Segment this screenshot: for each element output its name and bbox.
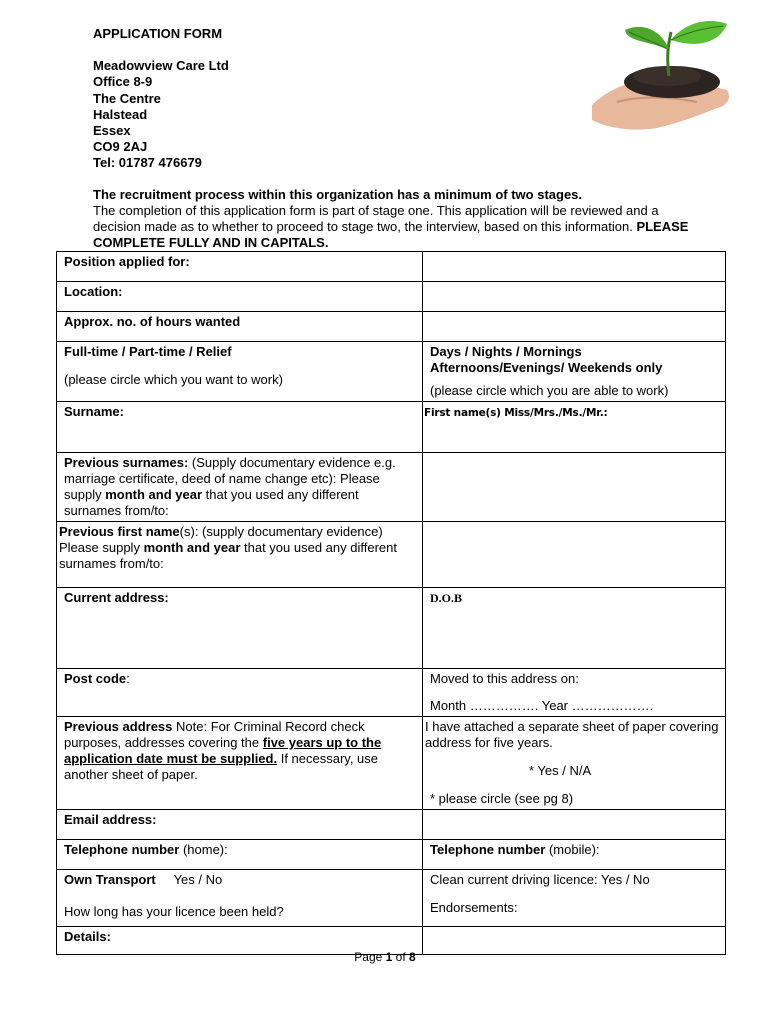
fulltime-note: (please circle which you want to work) [64, 372, 283, 387]
position-label: Position applied for: [57, 252, 423, 282]
address-line-4: Essex [93, 123, 131, 139]
previous-address-emphasis: five years up to the application date must be supplied. [64, 735, 382, 766]
address-line-2: The Centre [93, 90, 161, 106]
page-footer [0, 950, 770, 964]
transport-cell[interactable] [57, 870, 423, 927]
intro-emphasis: PLEASE COMPLETE FULLY AND IN CAPITALS. [93, 219, 689, 250]
tel-home-cell[interactable] [57, 840, 423, 870]
tel-home-suffix: (home): [182, 842, 228, 857]
current-address-label: Current address: [64, 590, 169, 605]
days-cell[interactable] [423, 342, 726, 402]
previous-surnames-field[interactable] [423, 453, 726, 522]
transport-options: Yes / No [173, 872, 223, 887]
intro-bold-line: The recruitment process within this organization has a minimum of two stages. [93, 187, 583, 202]
dob-label: D.O.B [430, 591, 463, 605]
firstname-label: First name(s) Miss/Mrs./Ms./Mr.: [424, 407, 608, 419]
page-number: 1 [385, 950, 393, 964]
previous-address-cell[interactable] [57, 717, 423, 810]
current-address-cell[interactable] [57, 588, 423, 669]
location-label: Location: [57, 282, 423, 312]
previous-surnames-text-2: that you used any different surnames from/to: [64, 487, 359, 518]
details-label: Details: [57, 927, 423, 955]
dob-cell[interactable] [423, 588, 726, 669]
form-title: APPLICATION FORM [93, 26, 223, 41]
address-line-1: Office 8-9 [93, 74, 153, 90]
days-options-line-2: Afternoons/Evenings/ Weekends only [430, 360, 663, 375]
licence-cell[interactable] [423, 870, 726, 927]
fulltime-options: Full-time / Part-time / Relief [64, 344, 232, 359]
previous-address-label: Previous address [64, 719, 173, 734]
previous-address-text-1: Note: For Criminal Record check purposes, addresses covering the [64, 719, 365, 750]
moved-label: Moved to this address on: [430, 671, 579, 686]
licence-options: Clean current driving licence: Yes / No [430, 872, 650, 887]
yes-na-options: * Yes / N/A [529, 763, 592, 778]
postcode-cell[interactable] [57, 669, 423, 717]
previous-surnames-bold: month and year [105, 487, 202, 502]
days-options-line-1: Days / Nights / Mornings [430, 344, 582, 359]
address-line-5: CO9 2AJ [93, 139, 148, 155]
endorsements-label: Endorsements: [430, 900, 518, 915]
page-of: of [392, 950, 410, 964]
transport-label: Own Transport [64, 872, 156, 887]
licence-held-label: How long has your licence been held? [64, 904, 284, 919]
application-form-table [56, 251, 726, 955]
postcode-colon: : [126, 671, 130, 686]
company-telephone: Tel: 01787 476679 [93, 155, 202, 171]
previous-address-text-2: If necessary, use another sheet of paper. [64, 751, 379, 782]
tel-mobile-suffix: (mobile): [548, 842, 600, 857]
tel-home-label: Telephone number [64, 842, 180, 857]
previous-firstnames-text-1: (s): (supply documentary evidence) [179, 524, 383, 539]
hours-field[interactable] [423, 312, 726, 342]
position-field[interactable] [423, 252, 726, 282]
location-field[interactable] [423, 282, 726, 312]
previous-surnames-cell[interactable] [57, 453, 423, 522]
page-prefix: Page [354, 950, 386, 964]
previous-surnames-text-1: (Supply documentary evidence e.g. marriage certificate, deed of name change etc): Please supply [64, 455, 396, 502]
previous-firstnames-field[interactable] [423, 522, 726, 588]
company-name: Meadowview Care Ltd [93, 58, 229, 74]
header-block [93, 26, 229, 172]
month-year-line: Month ……………. Year ………………. [430, 698, 654, 713]
previous-surnames-label: Previous surnames: [64, 455, 189, 470]
tel-mobile-cell[interactable] [423, 840, 726, 870]
previous-firstnames-label: Previous first name [59, 524, 180, 539]
days-note: (please circle which you are able to work) [430, 383, 669, 398]
tel-mobile-label: Telephone number [430, 842, 546, 857]
previous-firstnames-text-2: Please supply [59, 540, 140, 555]
email-label: Email address: [57, 810, 423, 840]
previous-firstnames-text-3: that you used any different surnames from/to: [59, 540, 397, 571]
intro-text [93, 187, 693, 251]
hours-label: Approx. no. of hours wanted [57, 312, 423, 342]
fulltime-cell[interactable] [57, 342, 423, 402]
previous-firstnames-bold: month and year [143, 540, 241, 555]
intro-paragraph: The completion of this application form is part of stage one. This application will be reviewed and a decision made as to whether to proceed to stage two, the interview, based on this information. [93, 203, 659, 234]
page-total: 8 [409, 950, 416, 964]
firstname-cell[interactable] [423, 402, 726, 453]
email-field[interactable] [423, 810, 726, 840]
postcode-label: Post code [64, 671, 127, 686]
address-line-3: Halstead [93, 106, 148, 122]
seedling-hand-logo [587, 10, 737, 135]
previous-firstnames-cell[interactable] [57, 522, 423, 588]
moved-cell[interactable] [423, 669, 726, 717]
surname-cell[interactable] [57, 402, 423, 453]
circle-note: * please circle (see pg 8) [430, 791, 574, 806]
attached-sheet-text: I have attached a separate sheet of paper covering address for five years. [425, 719, 719, 750]
attached-cell[interactable] [423, 717, 726, 810]
surname-label: Surname: [64, 404, 124, 419]
